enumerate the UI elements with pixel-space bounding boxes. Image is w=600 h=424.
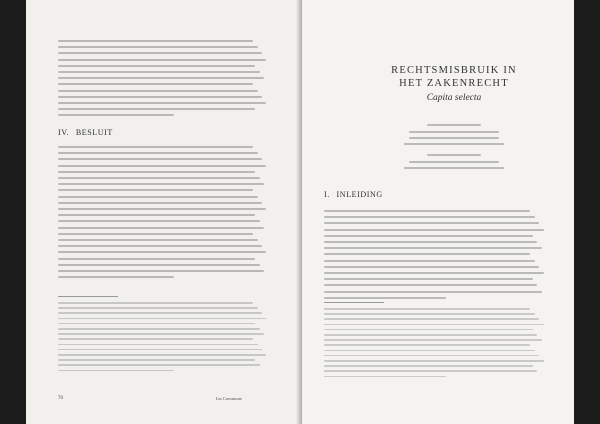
text-line [58,364,260,366]
text-line [324,360,544,362]
text-line [324,308,530,310]
right-section-heading [324,190,383,199]
text-line [58,312,262,314]
text-line [58,83,253,85]
text-line [58,71,260,73]
text-line [58,359,255,361]
text-line [324,370,537,372]
text-line [58,349,262,351]
text-line [58,328,260,330]
text-line [324,334,537,336]
text-line [58,323,255,325]
text-line [58,239,258,241]
text-line [58,90,258,92]
text-line [58,302,253,304]
text-line [58,52,262,54]
text-line [324,229,544,231]
text-line [324,216,535,218]
text-line [58,276,174,278]
left-page [26,0,302,424]
text-line [58,370,174,372]
text-line [324,247,542,249]
text-line [324,355,539,357]
text-line [324,350,535,352]
text-line [58,307,258,309]
text-line [324,297,446,299]
text-line [58,114,174,116]
text-line [324,253,530,255]
text-line [58,208,266,210]
text-line [324,324,544,326]
left-page-number: 70 [58,396,63,401]
text-line [58,270,264,272]
text-line [58,333,264,335]
text-line [58,214,255,216]
text-line [58,344,258,346]
text-line [324,278,533,280]
author-line [404,143,504,145]
left-footnote-rule [58,296,118,297]
left-section-heading [58,128,113,137]
text-line [58,258,255,260]
author-line [404,167,504,169]
author-line [409,137,499,139]
text-line [324,260,535,262]
text-line [58,40,253,42]
text-line [58,102,266,104]
text-line [324,344,530,346]
left-footer-label: Ius Commune [216,396,242,401]
text-line [58,46,258,48]
text-line [58,96,262,98]
text-line [324,272,544,274]
text-line [324,222,539,224]
text-line [58,318,266,320]
right-page [302,0,574,424]
article-title-line-1: RECHTSMISBRUIK IN [391,65,517,76]
text-line [58,227,264,229]
text-line [58,108,255,110]
text-line [58,165,266,167]
text-line [58,264,260,266]
text-line [58,77,264,79]
text-line [58,233,253,235]
right-footnote-rule [324,302,384,303]
author-line [427,154,481,156]
text-line [58,189,253,191]
text-line [324,329,533,331]
text-line [58,245,262,247]
text-line [58,202,262,204]
text-line [58,146,253,148]
article-title-block [354,64,554,103]
right-section-title: INLEIDING [336,190,383,199]
text-line [58,338,253,340]
text-line [324,291,542,293]
text-line [58,158,262,160]
text-line [324,365,533,367]
text-line [324,376,446,378]
text-line [58,65,255,67]
text-line [324,235,533,237]
left-section-title: BESLUIT [75,128,113,137]
author-line [409,161,499,163]
text-line [324,241,537,243]
text-line [58,177,260,179]
text-line [58,251,266,253]
text-line [324,266,539,268]
text-line [324,313,535,315]
text-line [58,354,266,356]
author-line [427,124,481,126]
text-line [58,152,258,154]
text-line [58,59,266,61]
text-line [58,183,264,185]
right-section-number: I. [324,190,330,199]
left-section-number: IV. [58,128,70,137]
text-line [58,171,255,173]
text-line [324,284,537,286]
text-line [58,196,258,198]
article-subtitle: Capita selecta [426,93,482,103]
article-title-line-2: HET ZAKENRECHT [399,78,509,89]
text-line [324,210,530,212]
text-line [324,339,542,341]
text-line [58,220,260,222]
text-line [324,318,539,320]
author-line [409,131,499,133]
